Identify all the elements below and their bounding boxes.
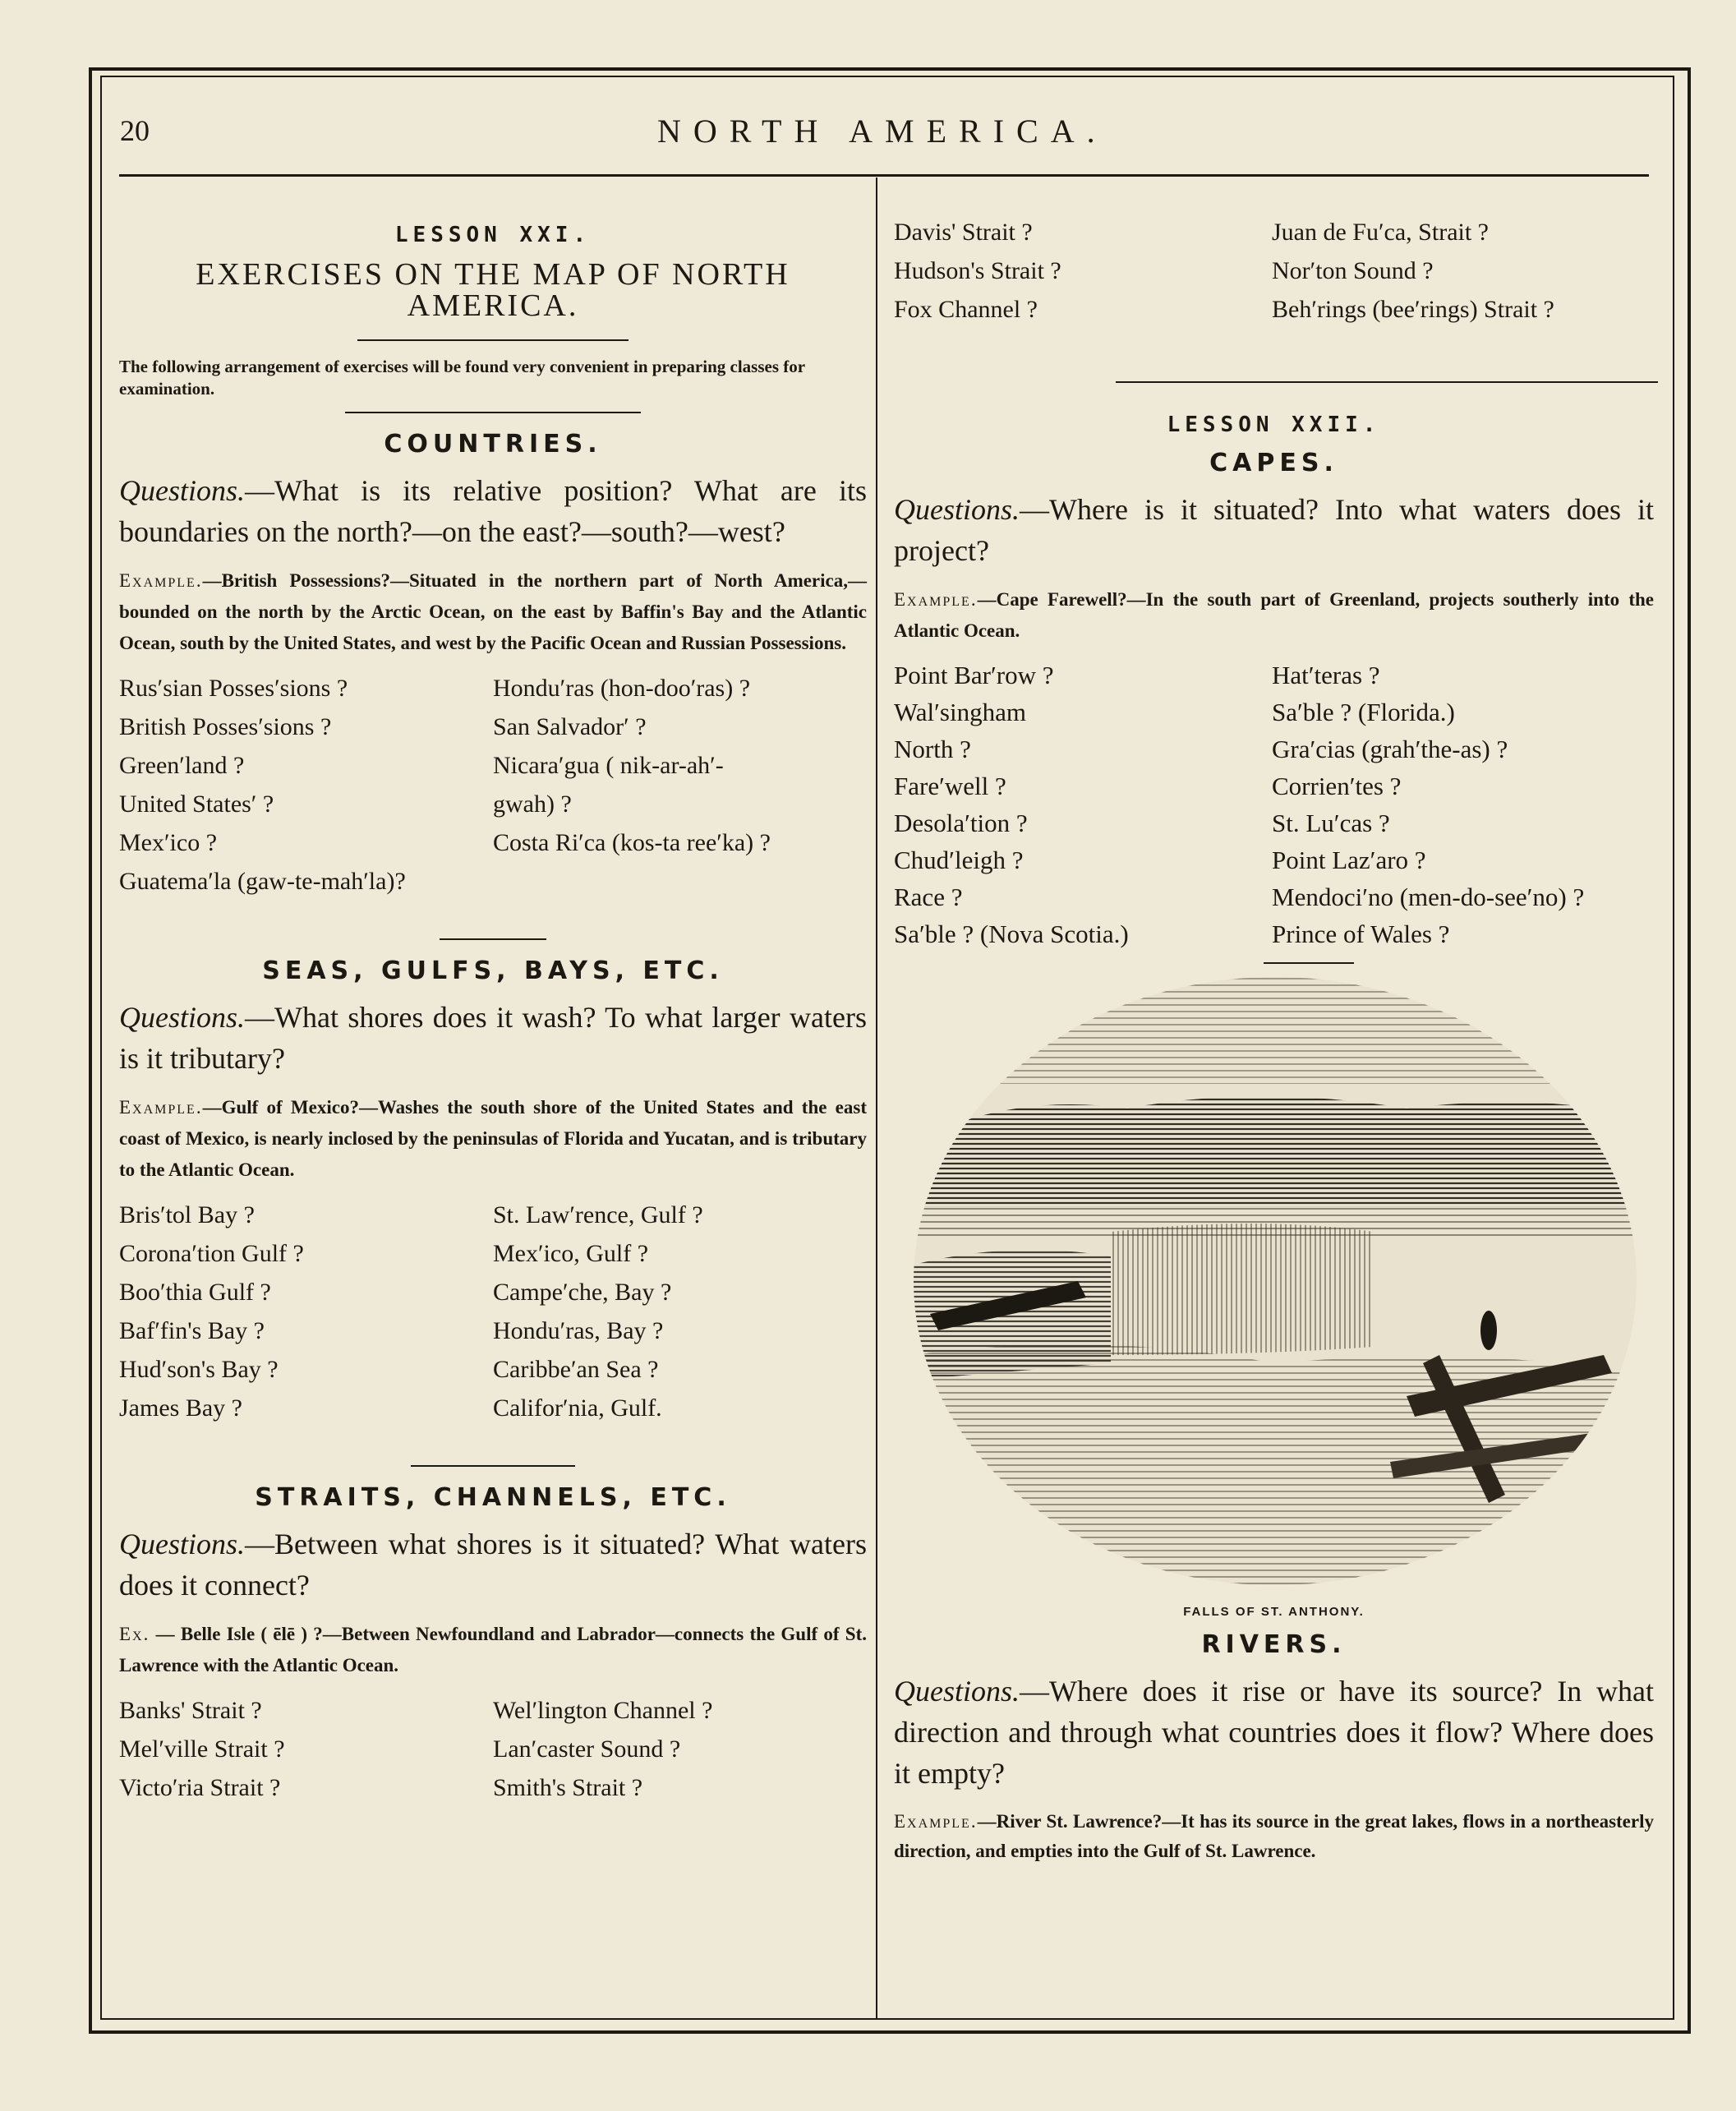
list-item: Beh′rings (bee′rings) Strait ? bbox=[1272, 296, 1554, 323]
list-item: Hondu′ras (hon-doo′ras) ? bbox=[493, 675, 751, 702]
list-item: Sa′ble ? (Nova Scotia.) bbox=[894, 920, 1129, 948]
list-item: Sa′ble ? (Florida.) bbox=[1272, 698, 1455, 726]
right-column bbox=[894, 210, 1654, 1876]
question-text: —Where does it rise or have its source? In what direction and through what countries does it flow? Where does it empty? bbox=[894, 1675, 1654, 1790]
countries-example bbox=[119, 565, 867, 659]
list-item: United States′ ? bbox=[119, 790, 274, 818]
list-item: Nicara′gua ( nik-ar-ah′- bbox=[493, 752, 724, 779]
list-item: Point Laz′aro ? bbox=[1272, 846, 1426, 874]
example-label: Ex. bbox=[119, 1624, 150, 1644]
straits-question bbox=[119, 1523, 867, 1606]
divider-rule bbox=[1264, 962, 1354, 964]
list-item: North ? bbox=[894, 735, 971, 763]
countries-heading: COUNTRIES. bbox=[384, 430, 602, 459]
list-item: Fare′well ? bbox=[894, 772, 1006, 800]
list-item: Mex′ico, Gulf ? bbox=[493, 1240, 649, 1267]
straits-example bbox=[119, 1619, 867, 1681]
divider-rule bbox=[357, 339, 629, 341]
list-item: Hat′teras ? bbox=[1272, 661, 1380, 689]
header-rule bbox=[119, 174, 1649, 177]
seas-example bbox=[119, 1092, 867, 1186]
seas-question bbox=[119, 997, 867, 1079]
capes-question bbox=[894, 489, 1654, 571]
example-label: Example. bbox=[119, 1097, 203, 1118]
capes-heading: CAPES. bbox=[1209, 449, 1338, 477]
list-item: St. Law′rence, Gulf ? bbox=[493, 1201, 703, 1228]
list-item: Wel′lington Channel ? bbox=[493, 1697, 713, 1724]
list-item: St. Lu′cas ? bbox=[1272, 809, 1390, 837]
list-item: Victo′ria Strait ? bbox=[119, 1774, 281, 1801]
list-item: Rus′sian Posses′sions ? bbox=[119, 675, 348, 702]
list-item: Campe′che, Bay ? bbox=[493, 1279, 672, 1306]
example-label: Example. bbox=[894, 1811, 978, 1832]
example-text: —British Possessions?—Situated in the northern part of North America,—bounded on the north by the Arctic Ocean, on the east by Baffin's Bay and the Atlantic Ocean, south by the United States, and west by the Pacific Ocean and Russian Possessions. bbox=[119, 570, 867, 653]
countries-question bbox=[119, 470, 867, 552]
divider-rule bbox=[440, 938, 546, 940]
list-item: Mel′ville Strait ? bbox=[119, 1735, 285, 1763]
illustration-caption: FALLS OF ST. ANTHONY. bbox=[1183, 1605, 1365, 1619]
list-item: Race ? bbox=[894, 883, 963, 911]
list-item: Mendoci′no (men-do-see′no) ? bbox=[1272, 883, 1585, 911]
question-label: Questions. bbox=[119, 1001, 245, 1034]
list-item: Davis' Strait ? bbox=[894, 219, 1033, 246]
list-item: gwah) ? bbox=[493, 790, 572, 818]
question-label: Questions. bbox=[119, 1528, 245, 1560]
list-item: Hondu′ras, Bay ? bbox=[493, 1317, 664, 1344]
seas-list bbox=[119, 1196, 867, 1427]
list-item: Smith's Strait ? bbox=[493, 1774, 643, 1801]
list-item: Corona′tion Gulf ? bbox=[119, 1240, 304, 1267]
lesson-21-label: LESSON XXI. bbox=[394, 223, 592, 247]
list-item: Boo′thia Gulf ? bbox=[119, 1279, 271, 1306]
list-item: San Salvador′ ? bbox=[493, 713, 647, 740]
column-divider bbox=[876, 177, 877, 2018]
question-text: —Between what shores is it situated? What waters does it connect? bbox=[119, 1528, 867, 1602]
list-item: Baf′fin's Bay ? bbox=[119, 1317, 265, 1344]
list-item: British Posses′sions ? bbox=[119, 713, 332, 740]
list-item: Corrien′tes ? bbox=[1272, 772, 1402, 800]
seas-heading: SEAS, GULFS, BAYS, ETC. bbox=[262, 956, 724, 985]
straits-list-left bbox=[119, 1691, 867, 1807]
example-text: —Cape Farewell?—In the south part of Greenland, projects southerly into the Atlantic Ocean. bbox=[894, 589, 1654, 641]
question-text: —What shores does it wash? To what larger waters is it tributary? bbox=[119, 1001, 867, 1075]
list-item: Hudson's Strait ? bbox=[894, 257, 1061, 284]
countries-list bbox=[119, 669, 867, 901]
question-label: Questions. bbox=[894, 1675, 1020, 1708]
rivers-heading: RIVERS. bbox=[1201, 1630, 1347, 1659]
list-item: Nor′ton Sound ? bbox=[1272, 257, 1434, 284]
list-item: Green′land ? bbox=[119, 752, 245, 779]
list-item: Gra′cias (grah′the-as) ? bbox=[1272, 735, 1508, 763]
list-item: Guatema′la (gaw-te-mah′la)? bbox=[119, 868, 406, 895]
example-label: Example. bbox=[119, 570, 203, 591]
divider-rule bbox=[345, 412, 641, 413]
list-item bbox=[493, 862, 867, 901]
list-item: Juan de Fu′ca, Strait ? bbox=[1272, 219, 1489, 246]
page-number: 20 bbox=[120, 114, 150, 147]
list-item: Caribbe′an Sea ? bbox=[493, 1356, 659, 1383]
straits-list-right bbox=[894, 213, 1654, 329]
question-text: —What is its relative position? What are its boundaries on the north?—on the east?—south?—west? bbox=[119, 474, 867, 548]
divider-rule bbox=[411, 1465, 575, 1467]
example-text: —Gulf of Mexico?—Washes the south shore of the United States and the east coast of Mexico, is nearly inclosed by the peninsulas of Florida and Yucatan, and is tributary to the Atlantic Ocean. bbox=[119, 1097, 867, 1180]
lesson-21-title: EXERCISES ON THE MAP OF NORTH AMERICA. bbox=[196, 257, 790, 323]
example-label: Example. bbox=[894, 589, 978, 610]
capes-example bbox=[894, 584, 1654, 647]
list-item: Fox Channel ? bbox=[894, 296, 1038, 323]
list-item: Mex′ico ? bbox=[119, 829, 218, 856]
capes-list bbox=[894, 657, 1654, 952]
lesson-22-label: LESSON XXII. bbox=[1167, 413, 1381, 437]
list-item: Costa Ri′ca (kos-ta ree′ka) ? bbox=[493, 829, 771, 856]
list-item: Prince of Wales ? bbox=[1272, 920, 1450, 948]
lesson-21-note: The following arrangement of exercises will be found very convenient in preparing classes for examination. bbox=[119, 357, 805, 399]
left-column bbox=[119, 210, 867, 1807]
list-item: James Bay ? bbox=[119, 1394, 242, 1422]
rivers-question bbox=[894, 1671, 1654, 1794]
rivers-example bbox=[894, 1807, 1654, 1866]
running-title: NORTH AMERICA. bbox=[657, 113, 1107, 150]
list-item: Bris′tol Bay ? bbox=[119, 1201, 255, 1228]
list-item: Califor′nia, Gulf. bbox=[493, 1394, 662, 1422]
example-text: —River St. Lawrence?—It has its source in the great lakes, flows in a northeasterly direction, and empties into the Gulf of St. Lawrence. bbox=[894, 1811, 1654, 1861]
straits-heading: STRAITS, CHANNELS, ETC. bbox=[255, 1483, 731, 1512]
list-item: Chud′leigh ? bbox=[894, 846, 1024, 874]
example-text: — Belle Isle ( ēlē ) ?—Between Newfoundland and Labrador—connects the Gulf of St. Lawrence with the Atlantic Ocean. bbox=[119, 1624, 867, 1675]
list-item: Lan′caster Sound ? bbox=[493, 1735, 681, 1763]
question-label: Questions. bbox=[894, 493, 1020, 526]
question-text: —Where is it situated? Into what waters does it project? bbox=[894, 493, 1654, 567]
list-item: Desola′tion ? bbox=[894, 809, 1028, 837]
list-item: Banks' Strait ? bbox=[119, 1697, 262, 1724]
question-label: Questions. bbox=[119, 474, 245, 507]
list-item: Point Bar′row ? bbox=[894, 661, 1054, 689]
list-item: Hud′son's Bay ? bbox=[119, 1356, 279, 1383]
divider-rule bbox=[1116, 381, 1658, 383]
list-item: Wal′singham bbox=[894, 698, 1026, 726]
falls-illustration bbox=[914, 969, 1637, 1593]
